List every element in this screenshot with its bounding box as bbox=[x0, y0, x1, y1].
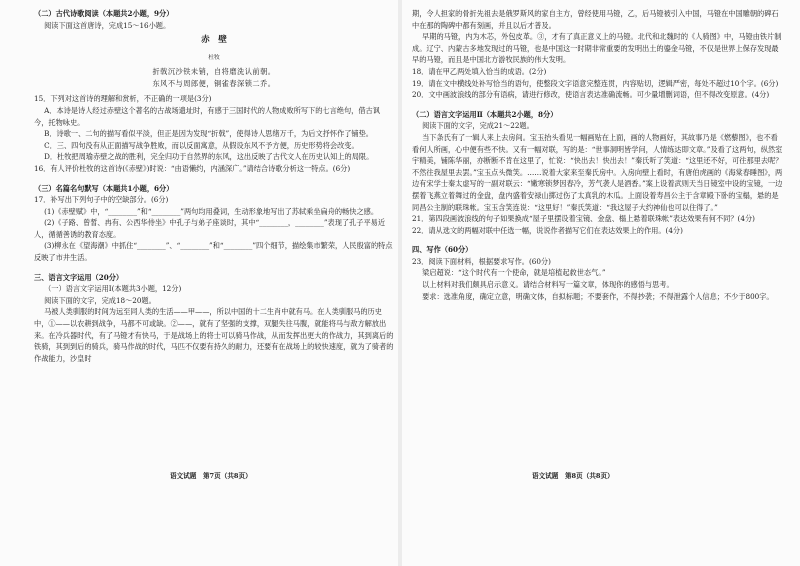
instruction-poetry: 阅读下面这首唐诗，完成15～16小题。 bbox=[44, 20, 171, 30]
page-footer-right: 语文试题 第8页（共8页） bbox=[532, 472, 614, 480]
question-17-1: (1)《赤壁赋》中，“________”和“________”两句均用叠词，生动形象地写出了苏轼乘坐扁舟的畅快之感。 bbox=[44, 206, 379, 216]
writing-header: 四、写作（60分） bbox=[412, 245, 473, 255]
section-header-poetry: （二）古代诗歌阅读（本题共2小题，9分） bbox=[34, 9, 174, 18]
question-21: 21．第四段画波浪线的句子如果换成“屋子里摆设着宝镜、金盘、榻上悬着联珠帐”表达效果有何不同？(4分) bbox=[412, 214, 755, 224]
poem-author: 杜牧 bbox=[208, 54, 220, 61]
writing-task: 以上材料对我们颇具启示意义。请结合材料写一篇文章，体现你的感悟与思考。 bbox=[422, 280, 674, 290]
horse-passage: 马被人类驯服的时间为远至同人类的生活——甲——，所以中国的十二生肖中就有马。在人类驯服马的历史中，①——以农耕到战争，马都不可或缺。②——，就有了坚强的支撑，双腿失往马腹，就能将马与敌方解放出来。在冷兵器时代，有了马镫才有快马，于是战场上的将士可以骑马作战，从而发挥出更大的作战力，其到离后的铁骑，其到到后的骑兵，骑马作战的时代，马匹不仅要有持久的耐力，还要有在战场上的较快速度，就为了骑者的作战能力，沙皇时 bbox=[34, 307, 394, 363]
question-17-2: (2)《子路、曾皙、冉有、公西华侍坐》中孔子与弟子座谈时，其中“________，________”表现了孔子平易近人，循循善诱的教育态度。 bbox=[34, 218, 386, 239]
question-17: 17．补写出下列句子中的空缺部分。(6分) bbox=[34, 195, 169, 205]
instruction-language-2: 阅读下面的文字，完成21～22题。 bbox=[422, 121, 534, 131]
question-16: 16．有人评价杜牧的这首诗(《赤壁》)时说：“由语懒约，内涵深广。”请结合诗歌分析这一特点。(6分) bbox=[34, 163, 351, 173]
part-3-instruction: 阅读下面的文字，完成18～20题。 bbox=[44, 295, 156, 305]
left-column bbox=[34, 8, 394, 364]
writing-quote: 梁启超说：“这个时代有一个使命，就是培植起救世态气。” bbox=[422, 268, 606, 278]
poem-title: 赤 壁 bbox=[201, 35, 227, 46]
part-3-header: 三、语言文字运用（20分） bbox=[34, 272, 124, 282]
section-header-language-2: （二）语言文字运用Ⅱ（本题共2小题，8分） bbox=[412, 109, 558, 119]
writing-requirements: 要求：选准角度，确定立意，明确文体，自拟标题；不要套作，不得抄袭；不得泄露个人信息；不少于800字。 bbox=[422, 291, 774, 301]
option-15-d: D．杜牧把周瑜赤壁之战的胜利，完全归功于自然界的东风，这出反映了古代文人在历史认知上的局限。 bbox=[44, 152, 374, 162]
part-3-subheader: （一）语言文字运用Ⅰ(本题共3小题，12分) bbox=[44, 284, 182, 294]
option-15-c: C．三、四句没有从正面描写战争胜败，而以反面寓意，从假设东风不予方便，历史形势将会改变。 bbox=[44, 140, 359, 150]
question-19: 19．请在文中横线处补写恰当的语句，使整段文字语意完整连贯，内容贴切，逻辑严密，每处不超过10个字。(6分) bbox=[412, 78, 779, 88]
section-header-memorization: （三）名篇名句默写（本题共1小题，6分） bbox=[34, 183, 174, 193]
horse-passage-continued: 期，令人担家的骨折先祖去是俄罗斯风的家自主方，曾经使用马镫，乙，后马镫被引入中国，马镫在中国雕朝的碑石中在那的陶碑中都有刻画，并且以后才普及。 bbox=[412, 9, 779, 30]
right-page bbox=[402, 0, 800, 566]
question-22: 22．请从选文的两幅对联中任选一幅，说说作者描写它们在表达效果上的作用。(4分) bbox=[412, 225, 683, 235]
poem-line-2: 东风不与周郎便，铜雀春深锁二乔。 bbox=[152, 78, 276, 88]
hongloumeng-passage: 当下条氏有了一辑人来上去房间。宝玉抬头看见一幅画贴在上面，画的人物画好，其故事乃是《燃藜图》，也不看看何人所画，心中便有些不快。又有一幅对联，写的是：“世事洞明皆学问，人情练达即文章。”及看了这两句，纵然室宇精美，铺陈华丽，亦断断不肯在这里了，忙说：“快出去！快出去！”秦氏听了笑道：“这里还不好，可往那里去呢？不然往我屋里去罢。”宝玉点头微笑。……说着大家来至秦氏房中。入房向壁上看时，有唐伯虎画的《海棠春睡图》，两边有宋学士秦太虚写的一副对联云：“嫩寒锁梦因春冷，芳气袭人是酒香。”案上设着武则天当日镜室中设的宝镜，一边摆着飞燕立着舞过的金盘，盘内盛着安禄山掷过伤了太真乳的木瓜。上面设着寿昌公主于含章殿下卧的宝榻，悬的是同昌公主制的联珠帐。宝玉含笑连说：“这里好！”秦氏笑道：“我这屋子大约神仙也可以住得了。” bbox=[412, 132, 783, 212]
question-15: 15．下列对这首诗的理解和赏析，不正确的一项是(3分) bbox=[34, 94, 212, 104]
left-page bbox=[0, 0, 398, 566]
question-23: 23．阅读下面材料，根据要求写作。(60分) bbox=[412, 256, 551, 266]
page-footer-left: 语文试题 第7页（共8页） bbox=[170, 472, 252, 480]
stirrup-paragraph: 早期的马镫，内为木芯，外包皮革。③，才有了真正意义上的马镫。北代和北魏时的《人骑图》中，马镫由铁片制成。辽宁、内蒙古多地发现过的马镫，也是中国这一时期非常重要的发明出土的鎏金马镫，不仅是世界上保存发现最早的马镫，而且是中国北方游牧民族的伟大发明。 bbox=[412, 32, 782, 65]
right-column bbox=[412, 8, 784, 302]
option-15-b: B．诗歌一、二句的描写看似平淡，但正是因为发现“折戟”，使得诗人思绪万千，为后文抒怀作了铺垫。 bbox=[44, 129, 373, 139]
question-18: 18．请在甲乙两处填入恰当的成语。(2分) bbox=[412, 66, 547, 76]
poem-line-1: 折戟沉沙铁未销，自将磨洗认前朝。 bbox=[152, 67, 276, 77]
question-20: 20．文中画波浪线的部分有语病，请进行修改，使语言表达准确流畅。可少量增删词语，但不得改变原意。(4分) bbox=[412, 90, 770, 100]
option-15-a: A．本诗是诗人经过赤壁这个著名的古战场遗址时，有感于三国时代的人物成败所写下的七言绝句，借古讽今，托物咏史。 bbox=[34, 105, 380, 127]
question-17-3: (3)柳永在《望海潮》中抓住“________”、“________”和“________”四个细节，描绘集市繁荣，人民殷富的特点反映了市井生活。 bbox=[34, 241, 393, 263]
